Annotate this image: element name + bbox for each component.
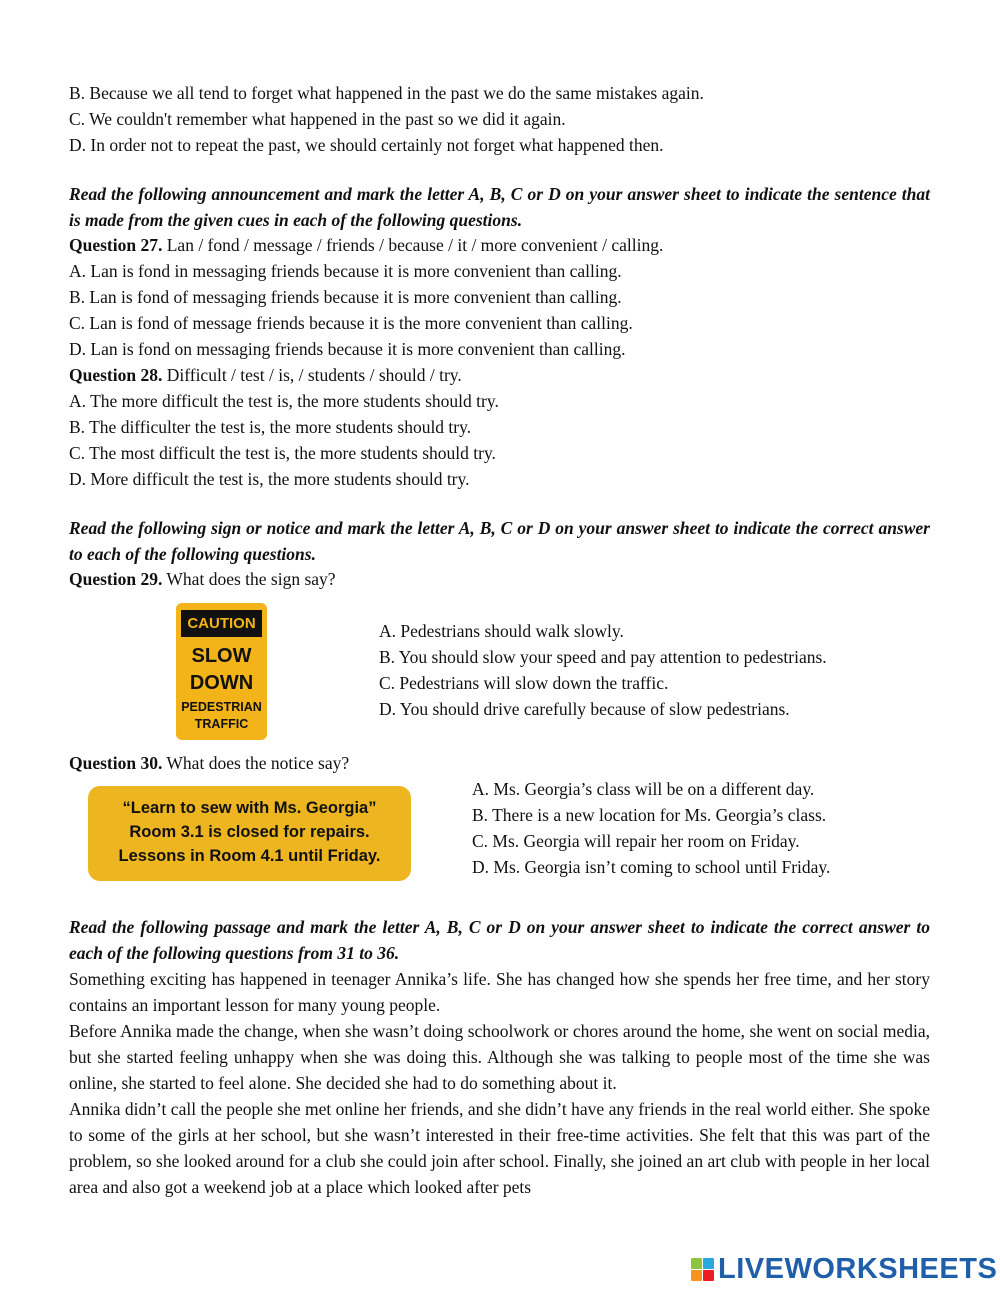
sign-traffic-text: TRAFFIC [194, 717, 249, 731]
question-28-prompt: Difficult / test / is, / students / should / try. [162, 365, 462, 385]
notice-line-3: Lessons in Room 4.1 until Friday. [118, 847, 381, 865]
q27-option-a: A. Lan is fond in messaging friends because it is more convenient than calling. [69, 261, 622, 281]
q30-option-d: D. Ms. Georgia isn’t coming to school until Friday. [472, 857, 831, 877]
q30-option-b: B. There is a new location for Ms. Georgia’s class. [472, 805, 827, 825]
q28-option-d: D. More difficult the test is, the more students should try. [69, 469, 470, 489]
prev-option-d: D. In order not to repeat the past, we should certainly not forget what happened then. [69, 135, 664, 155]
caution-sign-image [176, 603, 267, 740]
question-30 [69, 750, 349, 776]
notice-line-1: “Learn to sew with Ms. Georgia” [122, 799, 377, 817]
notice-line-2: Room 3.1 is closed for repairs. [129, 823, 370, 841]
sign-down-text: DOWN [189, 672, 254, 694]
question-27 [69, 232, 663, 258]
section-instruction-passage: Read the following passage and mark the letter A, B, C or D on your answer sheet to indicate the correct answer to each of the following questions from 31 to 36. [69, 917, 930, 963]
passage-paragraph-2: Before Annika made the change, when she wasn’t doing schoolwork or chores around the home, she went on social media, but she started feeling unhappy when she was doing this. Although she was talking to people most of the time she was online, she started to feel alone. She decided she had to do something about it. [69, 1021, 930, 1093]
q28-option-a: A. The more difficult the test is, the more students should try. [69, 391, 499, 411]
section-instruction-sign: Read the following sign or notice and mark the letter A, B, C or D on your answer sheet to indicate the correct answer to each of the following questions. [69, 518, 930, 564]
question-29-label: Question 29. [69, 569, 163, 589]
q27-option-b: B. Lan is fond of messaging friends because it is more convenient than calling. [69, 287, 622, 307]
q30-option-a: A. Ms. Georgia’s class will be on a different day. [472, 779, 815, 799]
passage-paragraph-1: Something exciting has happened in teenager Annika’s life. She has changed how she spends her free time, and her story contains an important lesson for many young people. [69, 969, 930, 1015]
q29-option-a: A. Pedestrians should walk slowly. [379, 621, 624, 641]
question-27-prompt: Lan / fond / message / friends / because / it / more convenient / calling. [162, 235, 664, 255]
question-29-prompt: What does the sign say? [162, 569, 336, 589]
prev-option-b: B. Because we all tend to forget what happened in the past we do the same mistakes again. [69, 83, 704, 103]
logo-text: LIVEWORKSHEETS [718, 1253, 998, 1285]
q28-option-c: C. The most difficult the test is, the more students should try. [69, 443, 496, 463]
prev-option-c: C. We couldn't remember what happened in the past so we did it again. [69, 109, 566, 129]
q29-option-c: C. Pedestrians will slow down the traffic. [379, 673, 669, 693]
q28-option-b: B. The difficulter the test is, the more students should try. [69, 417, 472, 437]
q29-option-d: D. You should drive carefully because of slow pedestrians. [379, 699, 790, 719]
question-29 [69, 566, 336, 592]
q27-option-c: C. Lan is fond of message friends because it is the more convenient than calling. [69, 313, 633, 333]
question-30-prompt: What does the notice say? [162, 753, 350, 773]
sign-slow-text: SLOW [191, 645, 252, 667]
q29-option-b: B. You should slow your speed and pay attention to pedestrians. [379, 647, 827, 667]
q27-option-d: D. Lan is fond on messaging friends because it is more convenient than calling. [69, 339, 626, 359]
section-instruction-cues: Read the following announcement and mark the letter A, B, C or D on your answer sheet to indicate the sentence that is made from the given cues in each of the following questions. [69, 184, 930, 230]
q30-option-c: C. Ms. Georgia will repair her room on Friday. [472, 831, 800, 851]
question-27-label: Question 27. [69, 235, 163, 255]
sign-caution-text: CAUTION [181, 610, 262, 637]
question-30-label: Question 30. [69, 753, 163, 773]
question-28-label: Question 28. [69, 365, 163, 385]
passage-paragraph-3: Annika didn’t call the people she met online her friends, and she didn’t have any friends in the real world either. She spoke to some of the girls at her school, but she wasn’t interested in their free-time activities. She felt that this was part of the problem, so she looked around for a club she could join after school. Finally, she joined an art club with people in her local area and also got a weekend job at a place which looked after pets [69, 1099, 931, 1197]
sign-pedestrian-text: PEDESTRIAN [181, 700, 262, 714]
notice-image [88, 786, 411, 881]
question-28 [69, 362, 462, 388]
logo-blocks-icon [691, 1258, 715, 1282]
